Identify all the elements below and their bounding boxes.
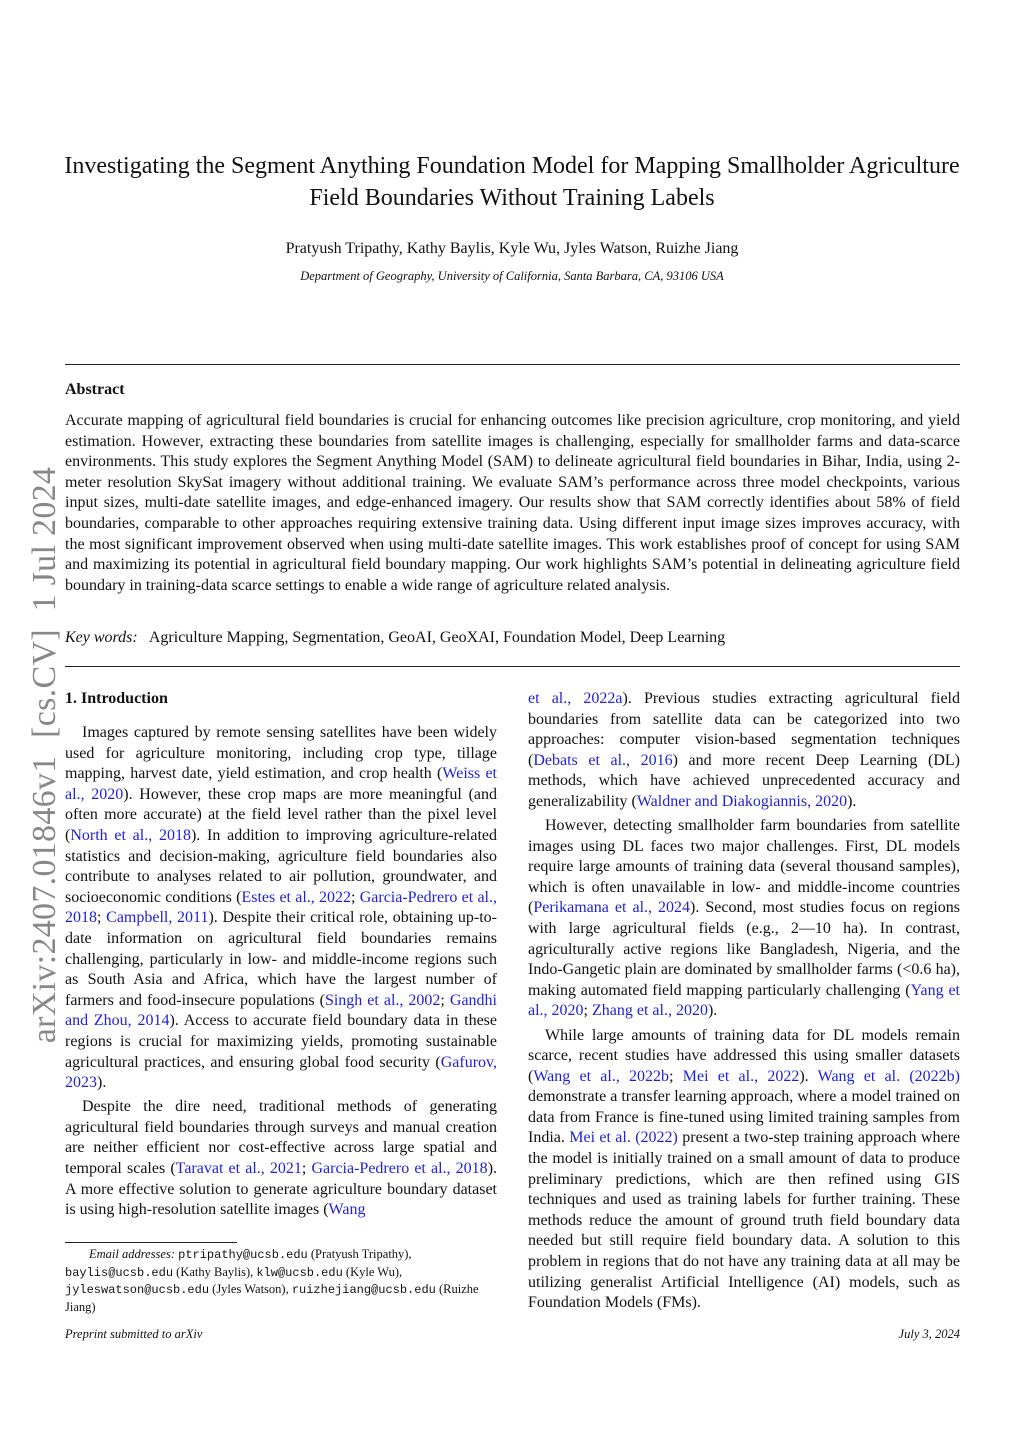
text-run: ;: [669, 1067, 683, 1085]
citation-link[interactable]: Singh et al., 2002: [324, 991, 441, 1009]
citation-link[interactable]: Zhang et al., 2020: [592, 1002, 708, 1020]
section-heading: 1. Introduction: [65, 690, 168, 707]
citation-link[interactable]: Wang et al. (2022b): [817, 1067, 961, 1085]
text-run: demonstrate a transfer learning approach, where a model trained on data from France is fine-tuned using limited training samples from India.: [528, 1088, 960, 1147]
footer-left: Preprint submitted to arXiv: [65, 1327, 203, 1341]
email-address[interactable]: jyleswatson@ucsb.edu: [65, 1283, 210, 1297]
citation-link[interactable]: Gandhi and Zhou, 2014: [65, 991, 497, 1030]
author-name: (Kathy Baylis),: [173, 1264, 257, 1279]
citation-link[interactable]: Estes et al., 2022: [241, 888, 352, 906]
email-address[interactable]: ptripathy@ucsb.edu: [178, 1248, 308, 1262]
arxiv-side-label: arXiv:2407.01846v1 [cs.CV] 1 Jul 2024: [26, 466, 63, 1044]
keywords-label: Key words:: [65, 629, 138, 646]
email-address[interactable]: klw@ucsb.edu: [256, 1265, 343, 1280]
paper-title: Investigating the Segment Anything Foundation Model for Mapping Smallholder Agriculture Field Boundaries Without Training Labels: [64, 153, 960, 211]
text-run: ;: [440, 991, 450, 1009]
right-column: [528, 689, 960, 1317]
email-address[interactable]: ruizhejiang@ucsb.edu: [291, 1283, 436, 1297]
text-run: Images captured by remote sensing satellites have been widely used for agriculture monitoring, including crop type, tillage mapping, harvest date, yield estimation, and crop health (: [65, 724, 497, 783]
author-name: (Kyle Wu),: [342, 1264, 403, 1279]
footer-right: July 3, 2024: [898, 1327, 960, 1341]
citation-link[interactable]: Mei et al., 2022: [682, 1067, 800, 1085]
text-run: ) and more recent Deep Learning (DL) methods, which have achieved unprecedented accuracy and generalizability (: [528, 751, 960, 810]
paragraph: [528, 816, 960, 1022]
footnote: [65, 1246, 497, 1315]
citation-link[interactable]: North et al., 2018: [70, 826, 191, 844]
divider: [65, 364, 960, 365]
text-run: ). Previous studies extracting agricultural field boundaries from satellite data can be categorized into two approaches: computer vision-based segmentation techniques (: [528, 690, 960, 769]
text-run: ). In addition to improving agriculture-related statistics and decision-making, agriculture field boundaries also contribute to analyses related to air pollution, groundwater, and socioeconomic conditions (: [65, 826, 498, 906]
text-run: ). Second, most studies focus on regions with large agricultural fields (e.g., 2—10 ha). In contrast, agriculturally active regions like Bangladesh, Nigeria, and the Indo-Gangetic plain are dominated by smallholder farms (<0.6 ha), making automated field mapping particularly challenging (: [528, 899, 960, 999]
citation-link[interactable]: Weiss et al., 2020: [65, 765, 497, 803]
text-run: ;: [351, 888, 360, 906]
paragraph: [65, 723, 497, 1094]
citation-link[interactable]: et al., 2022a: [528, 690, 623, 707]
text-run: ). Despite their critical role, obtaining up-to-date information on agricultural field boundaries remains challenging, particularly in low- and middle-income regions such as South Asia and Africa, which have the largest number of farmers and food-insecure populations (: [65, 909, 497, 1009]
text-run: ).: [847, 792, 857, 810]
keywords-text: Agriculture Mapping, Segmentation, GeoAI, GeoXAI, Foundation Model, Deep Learning: [148, 629, 726, 646]
email-address[interactable]: baylis@ucsb.edu: [65, 1265, 174, 1280]
abstract-text: Accurate mapping of agricultural field boundaries is crucial for enhancing outcomes like precision agriculture, crop monitoring, and yield estimation. However, extracting these boundaries from satellite images is challenging, especially for smallholder farms and data-scarce environments. This study explores the Segment Anything Model (SAM) to delineate agricultural field boundaries in Bihar, India, using 2-meter resolution SkySat imagery without additional training. We evaluate SAM’s performance across three model checkpoints, various input sizes, multi-date satellite images, and edge-enhanced imagery. Our results show that SAM correctly identifies about 58% of field boundaries, comparable to other approaches requiring extensive training data. Using different input image sizes improves accuracy, with the most significant improvement observed when using multi-date satellite images. This work establishes proof of concept for using SAM and maximizing its potential in agricultural field boundary mapping. Our work highlights SAM’s potential in delineating agriculture field boundary in training-data scarce settings to enable a wide range of agriculture related analysis.: [65, 412, 960, 594]
divider: [65, 666, 960, 667]
citation-link[interactable]: Taravat et al., 2021: [175, 1159, 302, 1177]
author-name: (Pratyush Tripathy),: [307, 1247, 412, 1261]
citation-link[interactable]: Mei et al. (2022): [569, 1129, 678, 1147]
text-run: ;: [97, 909, 107, 927]
text-run: Despite the dire need, traditional methods of generating agricultural field boundaries through surveys and manual creation are neither efficient nor cost-effective across large spatial and temporal scales (: [65, 1098, 497, 1177]
affiliation: Department of Geography, University of California, Santa Barbara, CA, 93106 USA: [300, 269, 724, 283]
author-name: (Jyles Watson),: [209, 1282, 292, 1296]
abstract-heading: Abstract: [65, 381, 125, 398]
citation-link[interactable]: Wang: [328, 1201, 366, 1219]
citation-link[interactable]: Yang et al., 2020: [528, 981, 960, 1020]
author-list: Pratyush Tripathy, Kathy Baylis, Kyle Wu, Jyles Watson, Ruizhe Jiang: [285, 240, 739, 257]
text-run: ). Access to accurate field boundary data in these regions is crucial for maximizing yields, promoting sustainable agricultural practices, and ensuring global food security (: [65, 1012, 498, 1071]
author-name: (Ruizhe Jiang): [65, 1282, 479, 1314]
citation-link[interactable]: Garcia-Pedrero et al., 2018: [65, 888, 497, 927]
text-run: ).: [799, 1067, 818, 1085]
text-run: ;: [583, 1002, 592, 1020]
citation-link[interactable]: Campbell, 2011: [106, 909, 209, 927]
citation-link[interactable]: Gafurov, 2023: [65, 1053, 497, 1092]
text-run: present a two-step training approach where the model is initially trained on a small amount of data to produce preliminary predictions, which are then refined using GIS techniques and used as training labels for further training. These methods reduce the amount of ground truth field boundary data needed but still require field boundary data. A solution to this problem in regions that do not have any training data at all may be utilizing generalist Artificial Intelligence (AI) models, such as Foundation Models (FMs).: [528, 1129, 961, 1312]
footnote-label: Email addresses:: [89, 1247, 175, 1261]
paragraph: [528, 1026, 960, 1314]
text-run: However, detecting smallholder farm boundaries from satellite images using DL faces two major challenges. First, DL models require large amounts of training data (several thousand samples), which is often unavailable in low- and middle-income countries (: [528, 817, 960, 917]
citation-link[interactable]: Wang et al., 2022b: [533, 1067, 670, 1085]
text-run: ;: [301, 1159, 312, 1177]
paragraph: [65, 1097, 497, 1221]
citation-link[interactable]: Waldner and Diakogiannis, 2020: [636, 792, 848, 810]
citation-link[interactable]: Perikamana et al., 2024: [533, 899, 691, 917]
text-run: ).: [97, 1074, 107, 1092]
citation-link[interactable]: Debats et al., 2016: [533, 751, 673, 769]
citation-link[interactable]: Garcia-Pedrero et al., 2018: [311, 1159, 488, 1177]
left-column: [65, 689, 497, 1224]
text-run: ).: [707, 1002, 718, 1020]
paragraph: [528, 689, 960, 813]
footnote-divider: [65, 1242, 237, 1243]
keywords: [65, 629, 725, 647]
text-run: ). A more effective solution to generate agriculture boundary dataset is using high-resolution satellite images (: [65, 1159, 498, 1219]
text-run: ). However, these crop maps are more meaningful (and often more accurate) at the field level rather than the pixel level (: [65, 785, 498, 844]
text-run: While large amounts of training data for DL models remain scarce, recent studies have addressed this using smaller datasets (: [528, 1026, 960, 1085]
